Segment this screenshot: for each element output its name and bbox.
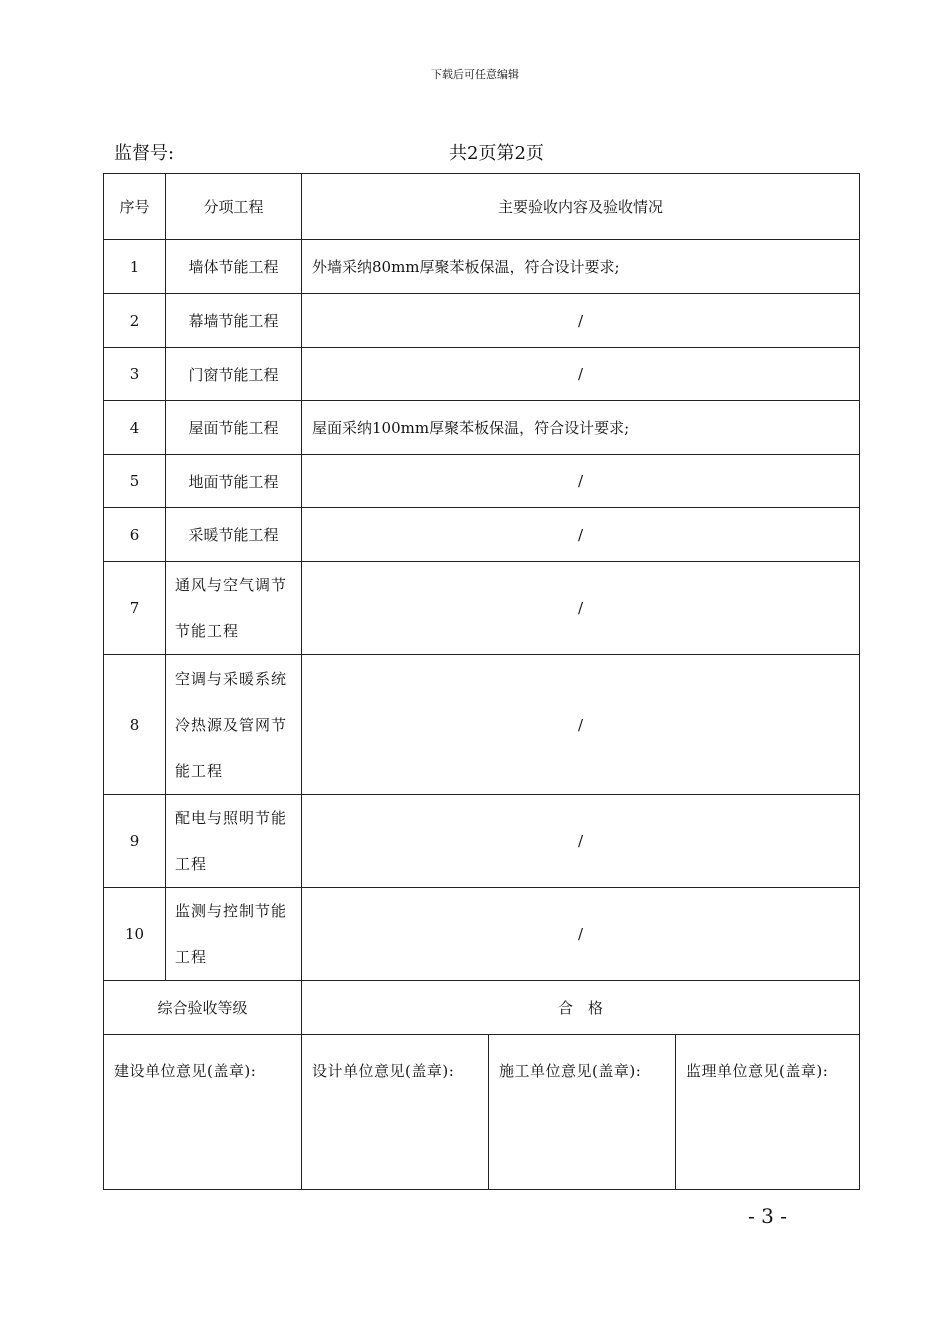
header-item: 分项工程: [166, 174, 302, 240]
header-note: 下载后可任意编辑: [431, 68, 519, 81]
row-no: 7: [104, 562, 166, 655]
supervision-number-label: 监督号:: [114, 143, 175, 164]
row-content: /: [302, 294, 860, 348]
row-item: 监测与控制节能工程: [166, 888, 302, 981]
row-content: 屋面采纳100mm厚聚苯板保温，符合设计要求;: [302, 401, 860, 455]
row-content: /: [302, 348, 860, 401]
table-row: [104, 401, 860, 455]
page-count: 共2页第2页: [449, 143, 544, 164]
table-row: [104, 655, 860, 795]
design-unit-opinion: 设计单位意见(盖章):: [302, 1035, 489, 1190]
row-content: /: [302, 655, 860, 795]
table-row: [104, 562, 860, 655]
row-no: 6: [104, 508, 166, 562]
signature-row: [104, 1035, 860, 1190]
row-item: 空调与采暖系统冷热源及管网节能工程: [166, 655, 302, 795]
row-content: /: [302, 888, 860, 981]
grade-row: [104, 981, 860, 1035]
row-item: 门窗节能工程: [166, 348, 302, 401]
row-item: 配电与照明节能工程: [166, 795, 302, 888]
grade-label: 综合验收等级: [104, 981, 302, 1035]
row-item: 墙体节能工程: [166, 240, 302, 294]
table-row: [104, 795, 860, 888]
row-no: 8: [104, 655, 166, 795]
row-no: 4: [104, 401, 166, 455]
grade-value: 合 格: [302, 981, 860, 1035]
row-item: 幕墙节能工程: [166, 294, 302, 348]
row-item: 采暖节能工程: [166, 508, 302, 562]
supervisor-unit-opinion: 监理单位意见(盖章):: [676, 1035, 860, 1190]
row-item: 地面节能工程: [166, 455, 302, 508]
table-row: [104, 888, 860, 981]
row-no: 2: [104, 294, 166, 348]
row-no: 10: [104, 888, 166, 981]
acceptance-table: [103, 173, 860, 1190]
row-item: 通风与空气调节节能工程: [166, 562, 302, 655]
row-content: /: [302, 508, 860, 562]
page-number: - 3 -: [748, 1204, 787, 1228]
table-row: [104, 348, 860, 401]
row-content: 外墙采纳80mm厚聚苯板保温，符合设计要求;: [302, 240, 860, 294]
row-no: 9: [104, 795, 166, 888]
row-no: 1: [104, 240, 166, 294]
row-content: /: [302, 455, 860, 508]
contractor-unit-opinion: 施工单位意见(盖章):: [489, 1035, 676, 1190]
row-content: /: [302, 795, 860, 888]
table-row: [104, 508, 860, 562]
row-item: 屋面节能工程: [166, 401, 302, 455]
table-row: [104, 455, 860, 508]
row-no: 3: [104, 348, 166, 401]
table-row: [104, 294, 860, 348]
table-row: [104, 240, 860, 294]
header-no: 序号: [104, 174, 166, 240]
row-content: /: [302, 562, 860, 655]
header-content: 主要验收内容及验收情况: [302, 174, 860, 240]
table-header-row: [104, 174, 860, 240]
row-no: 5: [104, 455, 166, 508]
construction-unit-opinion: 建设单位意见(盖章):: [104, 1035, 302, 1190]
